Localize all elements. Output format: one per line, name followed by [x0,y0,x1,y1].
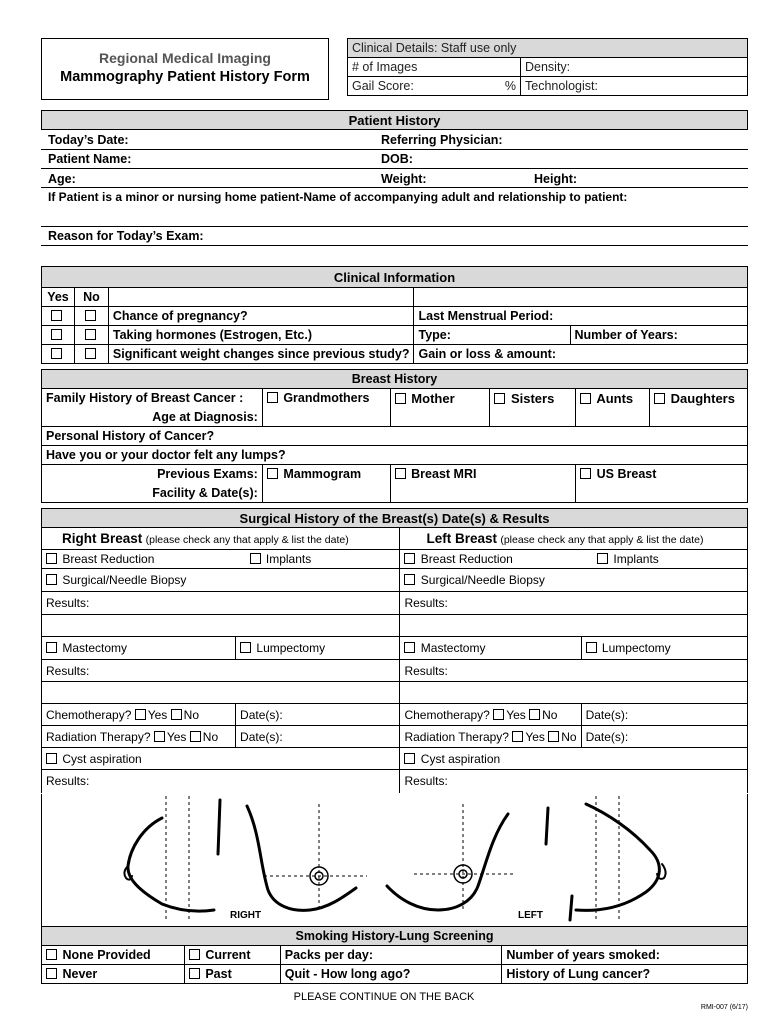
left-mastectomy-checkbox[interactable] [404,642,415,653]
pregnancy-yes-checkbox[interactable] [51,310,62,321]
left-chemo-no-label: No [542,707,558,722]
right-chemo-no-checkbox[interactable] [171,709,182,720]
left-biopsy-results[interactable]: Results: [400,592,748,615]
packs-per-day-field[interactable]: Packs per day: [280,946,502,965]
pregnancy-question: Chance of pregnancy? [108,307,414,326]
left-biopsy-checkbox[interactable] [404,574,415,585]
left-chemo-yes-label: Yes [506,707,526,722]
family-history-label: Family History of Breast Cancer : [42,389,263,408]
clinical-info-table [41,266,748,364]
hormones-question: Taking hormones (Estrogen, Etc.) [108,326,414,345]
personal-history-field[interactable]: Personal History of Cancer? [42,427,748,446]
right-biopsy-label: Surgical/Needle Biopsy [62,573,187,587]
patient-name-field[interactable]: Patient Name: [48,152,132,166]
right-results-line-2[interactable] [42,682,400,704]
right-chemo-label: Chemotherapy? [46,707,132,722]
lmp-field[interactable]: Last Menstrual Period: [414,307,748,326]
hormones-no-checkbox[interactable] [85,329,96,340]
left-reduction-label: Breast Reduction [420,552,513,566]
yes-header: Yes [42,288,75,307]
left-lumpectomy-checkbox[interactable] [586,642,597,653]
none-provided-checkbox[interactable] [46,949,57,960]
previous-exams-label: Previous Exams: [42,465,263,484]
right-cyst-checkbox[interactable] [46,753,57,764]
right-breast-heading: Right Breast [62,531,143,546]
age-field[interactable]: Age: [48,172,76,186]
daughters-label: Daughters [670,391,735,406]
weight-change-no-checkbox[interactable] [85,348,96,359]
percent-sign: % [498,77,521,96]
current-label: Current [205,948,251,962]
hormone-years-field[interactable]: Number of Years: [570,326,747,345]
right-reduction-checkbox[interactable] [46,553,57,564]
left-implants-checkbox[interactable] [597,553,608,564]
staff-title: Clinical Details: Staff use only [348,39,748,58]
surgical-history-table [41,508,748,793]
density-field[interactable]: Density: [521,58,748,77]
left-radiation-no-label: No [561,729,577,744]
minor-note: If Patient is a minor or nursing home patient-Name of accompanying adult and relationship to patient: [48,190,628,204]
left-hint: (please check any that apply & list the date) [500,534,704,546]
hormones-yes-checkbox[interactable] [51,329,62,340]
right-radiation-yes-label: Yes [166,729,187,744]
left-mastectomy-results[interactable]: Results: [400,660,748,682]
current-checkbox[interactable] [189,949,200,960]
sisters-label: Sisters [510,391,555,406]
lung-cancer-history-field[interactable]: History of Lung cancer? [502,965,748,984]
left-chemo-no-checkbox[interactable] [529,709,540,720]
right-cyst-label: Cyst aspiration [62,751,142,766]
breast-diagram-area [41,794,748,926]
never-label: Never [62,967,98,981]
none-provided-label: None Provided [62,948,151,962]
right-biopsy-checkbox[interactable] [46,574,57,585]
left-lumpectomy-label: Lumpectomy [601,641,671,655]
referring-physician-field[interactable]: Referring Physician: [381,133,503,147]
todays-date-field[interactable]: Today’s Date: [48,133,129,147]
height-field[interactable]: Height: [534,172,578,186]
right-radiation-yes-checkbox[interactable] [154,731,165,742]
breast-history-title: Breast History [42,370,748,389]
daughters-checkbox[interactable] [654,393,665,404]
form-header [41,38,329,100]
mother-checkbox[interactable] [395,393,406,404]
us-breast-checkbox[interactable] [580,468,591,479]
grandmothers-label: Grandmothers [283,391,370,405]
right-lumpectomy-checkbox[interactable] [240,642,251,653]
smoking-title: Smoking History-Lung Screening [42,927,748,946]
left-results-line[interactable] [400,615,748,637]
breast-mri-checkbox[interactable] [395,468,406,479]
left-chemo-label: Chemotherapy? [404,707,490,722]
left-mastectomy-label: Mastectomy [420,641,486,655]
weight-field[interactable]: Weight: [381,172,427,186]
staff-use-table [347,38,748,96]
breast-history-table [41,369,748,503]
left-results-line-2[interactable] [400,682,748,704]
form-code: RMI-007 (6/17) [700,1004,748,1011]
left-chemo-yes-checkbox[interactable] [493,709,504,720]
left-radiation-yes-checkbox[interactable] [512,731,523,742]
aunts-checkbox[interactable] [580,393,591,404]
right-mastectomy-checkbox[interactable] [46,642,57,653]
left-radiation-no-checkbox[interactable] [548,731,559,742]
no-header: No [74,288,108,307]
right-diagram-label: RIGHT [230,910,262,921]
left-radiation-yes-label: Yes [525,729,545,744]
past-checkbox[interactable] [189,968,200,979]
past-label: Past [205,967,232,981]
right-chemo-yes-label: Yes [147,707,168,722]
mother-label: Mother [411,391,455,406]
mammogram-label: Mammogram [283,467,362,481]
patient-history-header [41,110,748,130]
left-reduction-checkbox[interactable] [404,553,415,564]
right-lumpectomy-label: Lumpectomy [256,641,326,655]
clinical-title: Clinical Information [42,267,748,288]
right-radiation-no-label: No [202,729,219,744]
form-title: Mammography Patient History Form [60,69,310,85]
years-smoked-field[interactable]: Number of years smoked: [502,946,748,965]
left-radiation-dates[interactable]: Date(s): [581,726,747,748]
continue-note: PLEASE CONTINUE ON THE BACK [293,991,475,1003]
us-breast-label: US Breast [596,467,657,481]
breast-mri-label: Breast MRI [411,467,477,481]
left-cyst-results[interactable]: Results: [400,770,748,793]
reason-field[interactable]: Reason for Today’s Exam: [48,229,204,243]
hormone-type-field[interactable]: Type: [414,326,570,345]
mammogram-checkbox[interactable] [267,468,278,479]
left-breast-heading: Left Breast [426,531,497,546]
right-biopsy-results[interactable]: Results: [42,592,400,615]
smoking-table [41,926,748,984]
right-implants-label: Implants [265,552,312,566]
grandmothers-checkbox[interactable] [267,392,278,403]
left-cyst-checkbox[interactable] [404,753,415,764]
right-results-line[interactable] [42,615,400,637]
left-chemo-dates[interactable]: Date(s): [581,704,747,726]
left-cyst-label: Cyst aspiration [420,751,501,766]
right-mastectomy-results[interactable]: Results: [42,660,400,682]
right-radiation-no-checkbox[interactable] [190,731,201,742]
lumps-field[interactable]: Have you or your doctor felt any lumps? [42,446,748,465]
pregnancy-no-checkbox[interactable] [85,310,96,321]
breast-diagram[interactable] [42,794,747,926]
left-biopsy-label: Surgical/Needle Biopsy [420,573,545,587]
aunts-label: Aunts [596,391,634,406]
sisters-checkbox[interactable] [494,393,505,404]
org-name: Regional Medical Imaging [99,50,271,66]
right-radiation-dates[interactable]: Date(s): [236,726,400,748]
right-chemo-yes-checkbox[interactable] [135,709,146,720]
surgical-title: Surgical History of the Breast(s) Date(s) & Results [42,509,748,528]
right-chemo-dates[interactable]: Date(s): [236,704,400,726]
gain-loss-field[interactable]: Gain or loss & amount: [414,345,748,364]
right-cyst-results[interactable]: Results: [42,770,400,793]
never-checkbox[interactable] [46,968,57,979]
age-diagnosis-label: Age at Diagnosis: [42,408,263,427]
left-implants-label: Implants [613,552,659,566]
weight-change-yes-checkbox[interactable] [51,348,62,359]
quit-field[interactable]: Quit - How long ago? [280,965,502,984]
dob-field[interactable]: DOB: [381,152,413,166]
left-radiation-label: Radiation Therapy? [404,729,509,744]
right-radiation-label: Radiation Therapy? [46,729,151,744]
right-chemo-no-label: No [183,707,199,722]
gail-score-field[interactable]: Gail Score: [348,77,498,96]
technologist-field[interactable]: Technologist: [521,77,748,96]
images-field[interactable]: # of Images [348,58,521,77]
right-reduction-label: Breast Reduction [62,552,155,566]
right-hint: (please check any that apply & list the date) [145,534,349,546]
patient-history-title: Patient History [42,111,748,130]
weight-change-question: Significant weight changes since previous study? [108,345,414,364]
right-implants-checkbox[interactable] [250,553,261,564]
facility-dates-label: Facility & Date(s): [42,484,263,503]
left-diagram-label: LEFT [518,910,543,921]
right-mastectomy-label: Mastectomy [62,641,128,655]
